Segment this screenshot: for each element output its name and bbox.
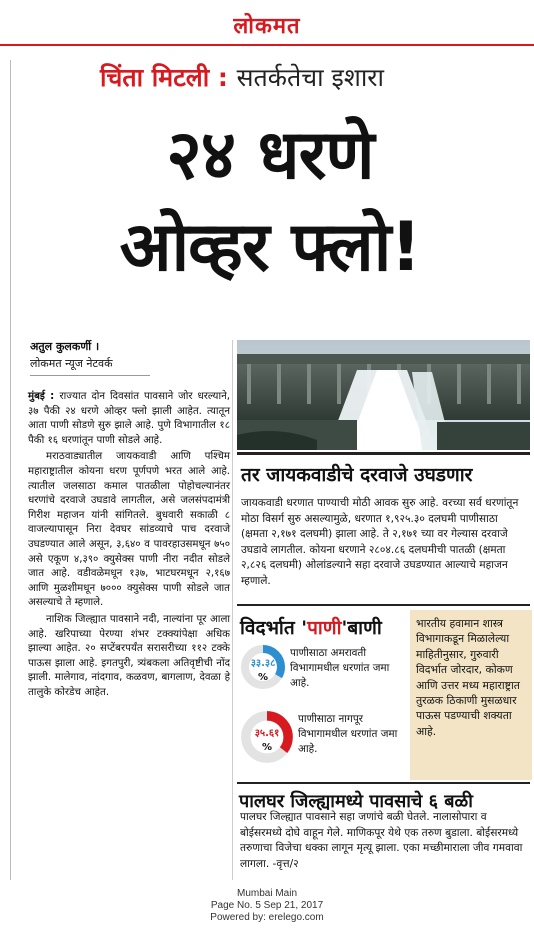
byline [30, 338, 230, 376]
amravati-value: ३३.३८ [250, 658, 276, 669]
story-paragraph-3: नाशिक जिल्ह्यात पावसाने नदी, नाल्यांना पूर आला आहे. खरिपाच्या पेरण्या शंभर टक्क्यांपेक्षा अधिक झाल्या आहेत. २० सप्टेंबरपर्यंत सरासरीच्या ११२ टक्के पाऊस झाला आहे. इगतपुरी, त्र्यंबकला अतिवृष्टीची नोंद झाली. मालेगाव, नांदगाव, कळवण, बागलाण, देवळा हे तालुके कोरडेच आहेत. [28, 613, 230, 698]
headline [30, 110, 510, 294]
column-divider [232, 340, 233, 880]
byline-agency: लोकमत न्यूज नेटवर्क [30, 357, 113, 370]
lokmat-logo: लोकमत [233, 13, 301, 39]
nagpur-pct: % [261, 742, 273, 753]
nagpur-text: पाणीसाठा नागपूर विभागामधील धरणांत जमा आहे. [298, 713, 398, 755]
byline-author: अतुल कुलकर्णी । [30, 340, 100, 353]
dam-photo [237, 340, 530, 450]
masthead [0, 0, 534, 44]
page-edge-rule [10, 60, 11, 880]
section-rule-2 [237, 782, 530, 784]
story-paragraph-1: मुंबई : राज्यात दोन दिवसांत पावसाने जोर धरल्याने, ३७ पैकी २४ धरणे ओव्हर फ्लो झाली आहेत. त्यातून आता पाणी सोडणे सुरु झाले आहे. पुणे विभागातील १८ पैकी १६ धरणांतून पाणी सोडले आहे. [28, 391, 230, 446]
section-rule [237, 604, 530, 606]
kicker-red: चिंता मिटली : [100, 63, 237, 92]
amravati-pct: % [257, 672, 269, 683]
headline-line1: २४ धरणे [166, 116, 374, 195]
palghar-subhead: पालघर जिल्ह्यामध्ये पावसाचे ६ बळी [239, 791, 473, 812]
page-footer [0, 888, 534, 924]
kicker-dark: सतर्कतेचा इशारा [236, 63, 384, 92]
headline-line2: ओव्हर फ्लो! [119, 208, 421, 287]
byline-rule [30, 375, 150, 376]
weather-forecast-box: भारतीय हवामान शास्त्र विभागाकडून मिळालेल्या माहितीनुसार, गुरुवारी विदर्भात जोरदार, कोकण आणि उत्तर मध्य महाराष्ट्रात तुरळक ठिकाणी मुसळधार पाऊस पडण्याची शक्यता आहे. [410, 610, 532, 780]
vidarbha-title-highlight: पाणी [307, 617, 342, 639]
jayakwadi-subhead: तर जायकवाडीचे दरवाजे उघडणार [241, 464, 473, 486]
nagpur-value: ३५.६१ [254, 728, 280, 739]
kicker [100, 60, 520, 100]
dateline: मुंबई : [28, 391, 60, 402]
vidarbha-title: विदर्भात 'पाणी'बाणी [240, 617, 382, 639]
page-date: Page No. 5 Sep 21, 2017 [210, 900, 324, 911]
masthead-rule [0, 44, 534, 46]
amravati-text: पाणीसाठा अमरावती विभागामधील धरणांत जमा आहे. [290, 647, 390, 689]
powered-by: Powered by: erelego.com [210, 912, 324, 923]
edition-name: Mumbai Main [236, 888, 298, 899]
palghar-body: पालघर जिल्ह्यात पावसाने सहा जणांचे बळी घेतले. नालासोपारा व बोईसरमध्ये दोघे वाहून गेले. माणिकपूर येथे एक तरुण बुडाला. बोईसरमध्ये तरुणाचा विजेचा धक्का लागून मृत्यू झाला. एका मच्छीमाराला जीव गमवावा लागला. -वृत्त/२ [240, 811, 523, 870]
jayakwadi-body: जायकवाडी धरणात पाण्याची मोठी आवक सुरु आहे. वरच्या सर्व धरणांतून मोठा विसर्ग सुरु असल्यामुळे, धरणात १,९२५.३० दलघमी पाणीसाठा (क्षमता २,१७१ दलघमी) झाला आहे. ते २,१७१ च्या वर गेल्यास दरवाजे उघडावे लागतील. कोयना धरणाने २८०४.८६ दलघमीची पातळी (क्षमता २,८२६ दलघमी) ओलांडल्याने सहा दरवाजे उघडण्यात आल्याचे महाजन म्हणाले. [237, 492, 530, 594]
story-paragraph-2: मराठवाड्यातील जायकवाडी आणि पश्चिम महाराष्ट्रातील कोयना धरण पूर्णपणे भरत आले आहे. त्यातील जलसाठा कमाल पातळीला पोहोचल्यानंतर धरणांचे दरवाजे उघडावे लागतील, असे जलसंपदामंत्री गिरीश महाजन यांनी सांगितले. बुधवारी सकाळी ८ वाजल्यापासून निरा देवघर सांडव्याचे पाच दरवाजे उघडण्यात आले असून, ३,६४० व पावरहाउसमधून ७५० असे एकूण ४,३९० क्युसेक्स पाणी नीरा नदीत सोडले जात आहे. वडीवळेमधून १३७, भाटघरमधून २,१६७ आणि मुळशीमधून ७००० क्युसेक्स पाणी सोडले जात असल्याचे ते म्हणाले. [28, 451, 230, 609]
jayakwadi-subhead-bar [237, 452, 530, 490]
main-story-column [28, 390, 230, 702]
